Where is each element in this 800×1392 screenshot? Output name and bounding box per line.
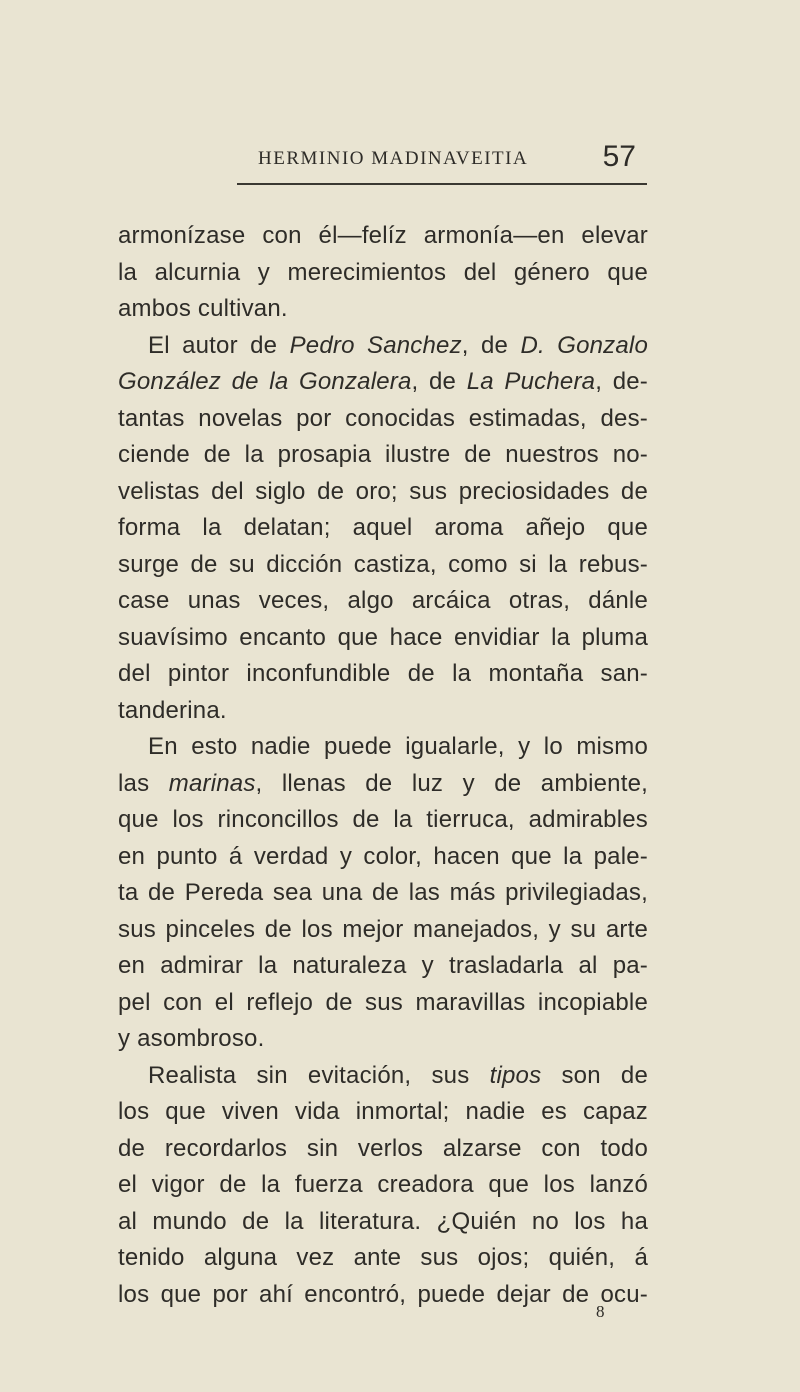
text-segment: del pintor inconfundible de la montaña san- — [118, 660, 648, 687]
text-segment: en admirar la naturaleza y trasladarla al pa- — [118, 952, 648, 979]
text-line — [118, 401, 648, 438]
text-segment: case unas veces, algo arcáica otras, dánle — [118, 587, 648, 614]
text-segment: forma la delatan; aquel aroma añejo que — [118, 514, 648, 541]
text-line — [118, 1021, 648, 1058]
running-title: HERMINIO MADINAVEITIA — [258, 148, 529, 169]
text-line — [118, 437, 648, 474]
text-line — [118, 1240, 648, 1277]
text-segment: los que por ahí encontró, puede dejar de ocu- — [118, 1280, 648, 1308]
header-rule — [237, 183, 647, 185]
italic-title: Pedro Sanchez — [289, 331, 462, 359]
text-segment: , llenas de luz y de ambiente, — [255, 769, 648, 797]
text-segment: los que viven vida inmortal; nadie es capaz — [118, 1098, 648, 1125]
text-line — [118, 1167, 648, 1204]
italic-title: tipos — [489, 1061, 542, 1089]
italic-title: marinas — [168, 769, 256, 797]
text-segment: y asombroso. — [118, 1025, 265, 1052]
text-segment: El autor de — [148, 331, 290, 359]
text-segment: ciende de la prosapia ilustre de nuestros no- — [118, 441, 648, 468]
text-segment: ambos cultivan. — [118, 295, 288, 322]
text-segment: armonízase con él—felíz armonía—en elevar — [118, 222, 648, 249]
text-segment: tenido alguna vez ante sus ojos; quién, á — [118, 1244, 648, 1271]
text-line — [118, 766, 648, 803]
italic-title: La Puchera — [466, 368, 596, 395]
text-line — [118, 948, 648, 985]
text-line — [118, 474, 648, 511]
text-line — [118, 364, 648, 401]
text-line — [118, 1058, 648, 1095]
text-segment: sus pinceles de los mejor manejados, y su arte — [118, 915, 648, 943]
text-line — [118, 510, 648, 547]
text-segment: el vigor de la fuerza creadora que los lanzó — [118, 1171, 648, 1198]
italic-title: D. Gonzalo — [520, 331, 649, 359]
text-line — [118, 1131, 648, 1168]
signature-mark: 8 — [596, 1302, 605, 1321]
text-segment: pel con el reflejo de sus maravillas incopiable — [118, 988, 648, 1016]
text-segment: velistas del siglo de oro; sus preciosidades de — [118, 477, 648, 505]
page-number: 57 — [602, 140, 636, 173]
text-segment: En esto nadie puede igualarle, y lo mismo — [148, 733, 648, 760]
text-segment: surge de su dicción castiza, como si la rebus- — [118, 550, 648, 578]
text-segment: suavísimo encanto que hace envidiar la pluma — [118, 623, 648, 651]
text-segment: en punto á verdad y color, hacen que la pale- — [118, 842, 648, 870]
text-line — [118, 912, 648, 949]
text-line — [118, 291, 648, 328]
text-segment: , de — [411, 368, 467, 395]
text-line — [118, 620, 648, 657]
text-segment: Realista sin evitación, sus — [148, 1061, 490, 1089]
text-segment: tantas novelas por conocidas estimadas, des- — [118, 404, 648, 432]
text-segment: al mundo de la literatura. ¿Quién no los ha — [118, 1207, 648, 1235]
text-segment: de recordarlos sin verlos alzarse con todo — [118, 1134, 648, 1162]
text-line — [118, 729, 648, 766]
text-segment: , de — [461, 331, 521, 359]
italic-title: González de la Gonzalera — [118, 368, 412, 395]
text-segment: ta de Pereda sea una de las más privilegiadas, — [118, 879, 648, 906]
text-segment: que los rinconcillos de la tierruca, admirables — [118, 806, 648, 833]
text-line — [118, 839, 648, 876]
text-line — [118, 255, 648, 292]
text-line — [118, 656, 648, 693]
text-line — [118, 1204, 648, 1241]
text-line — [118, 1277, 648, 1314]
text-segment: , de- — [595, 368, 648, 395]
text-line — [118, 1094, 648, 1131]
text-line — [118, 547, 648, 584]
running-head — [118, 142, 648, 182]
text-line — [118, 583, 648, 620]
text-line — [118, 328, 648, 365]
text-line — [118, 875, 648, 912]
text-line — [118, 218, 648, 255]
text-segment: tanderina. — [118, 696, 227, 724]
body-text — [118, 218, 648, 1313]
text-segment: la alcurnia y merecimientos del género que — [118, 258, 648, 286]
text-line — [118, 693, 648, 730]
text-segment: las — [118, 769, 169, 797]
text-line — [118, 985, 648, 1022]
text-segment: son de — [541, 1061, 648, 1089]
text-line — [118, 802, 648, 839]
